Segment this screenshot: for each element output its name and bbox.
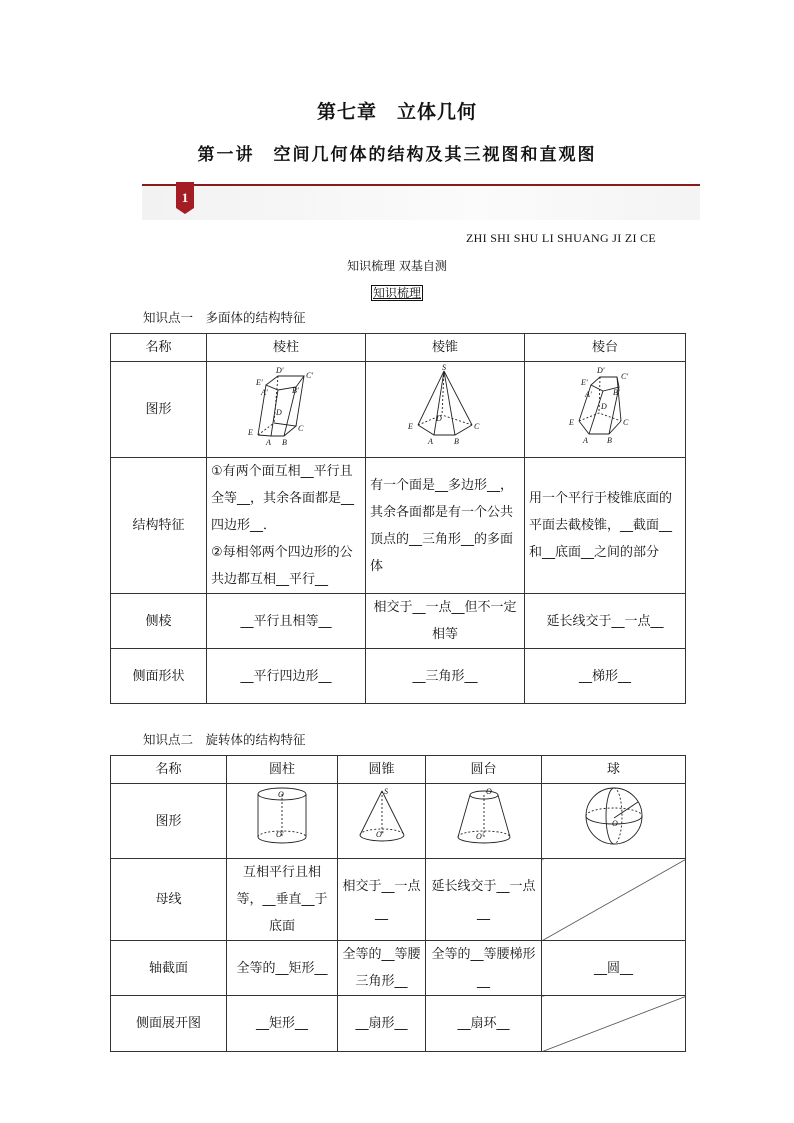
pyramid-structure: 有一个面是__多边形__，其余各面都是有一个公共顶点的__三角形__的多面体 [366, 458, 525, 594]
row-structure-label: 结构特征 [111, 458, 207, 594]
svg-text:E: E [408, 421, 413, 431]
section-number-badge [176, 182, 194, 214]
section-number: 1 [181, 190, 189, 205]
row-lateral-face-label: 侧面形状 [111, 649, 207, 704]
pyramid-diagram [400, 363, 490, 447]
row-figure-label: 图形 [111, 784, 227, 859]
svg-text:D': D' [597, 365, 605, 375]
polyhedron-table [110, 333, 686, 704]
sphere-unfold-empty [542, 996, 686, 1052]
svg-text:B': B' [613, 387, 620, 397]
frustum-diagram [565, 363, 645, 447]
sphere-generatrix-empty [542, 859, 686, 941]
row-figure-label: 图形 [111, 362, 207, 458]
sphere-diagram [582, 784, 646, 848]
col-prism: 棱柱 [207, 334, 366, 362]
section-banner [142, 184, 700, 220]
col-pyramid: 棱锥 [366, 334, 525, 362]
frustum-axial: 全等的__等腰梯形__ [426, 941, 542, 996]
svg-text:S: S [442, 362, 446, 372]
prism-lateral-edge: __平行且相等__ [207, 594, 366, 649]
frustum-figure [525, 362, 686, 458]
svg-text:O': O' [375, 830, 383, 839]
cylinder-generatrix: 互相平行且相等，__垂直__于底面 [227, 859, 338, 941]
frustum-lateral-edge: 延长线交于__一点__ [525, 594, 686, 649]
kp2-heading: 知识点二 旋转体的结构特征 [143, 732, 306, 747]
svg-text:S: S [383, 787, 388, 796]
svg-text:C': C' [306, 370, 314, 380]
prism-figure [207, 362, 366, 458]
svg-text:B: B [454, 436, 459, 446]
svg-text:A': A' [261, 387, 268, 397]
col-cylinder: 圆柱 [227, 756, 338, 784]
sphere-figure [542, 784, 686, 859]
section-pinyin: ZHI SHI SHU LI SHUANG JI ZI CE [466, 231, 656, 245]
svg-text:D: D [436, 413, 442, 423]
cylinder-figure [227, 784, 338, 859]
svg-text:A: A [583, 435, 588, 445]
row-axial-section-label: 轴截面 [111, 941, 227, 996]
svg-text:O: O [278, 790, 284, 799]
lecture-title: 第一讲 空间几何体的结构及其三视图和直观图 [197, 145, 597, 165]
col-sphere: 球 [542, 756, 686, 784]
svg-text:B: B [607, 435, 612, 445]
prism-lateral-face: __平行四边形__ [207, 649, 366, 704]
svg-text:D': D' [276, 365, 284, 375]
svg-text:E: E [569, 417, 574, 427]
svg-text:D: D [276, 407, 282, 417]
prism-diagram [246, 363, 326, 447]
kp1-heading: 知识点一 多面体的结构特征 [143, 310, 306, 325]
banner-divider [142, 184, 700, 186]
cylinder-diagram [252, 785, 312, 847]
frustum-structure: 用一个平行于棱锥底面的平面去截棱锥，__截面__和__底面__之间的部分 [525, 458, 686, 594]
chapter-title: 第七章 立体几何 [316, 101, 477, 123]
frustum-lateral-face: __梯形__ [525, 649, 686, 704]
cone-figure [338, 784, 426, 859]
frustum-cone-figure [426, 784, 542, 859]
prism-structure [207, 458, 366, 594]
frustum-unfold: __扇环__ [426, 996, 542, 1052]
frustum-generatrix: 延长线交于__一点__ [426, 859, 542, 941]
svg-text:O': O' [276, 830, 284, 839]
svg-text:A': A' [585, 389, 592, 399]
svg-text:C: C [298, 423, 304, 433]
svg-text:O: O [611, 819, 618, 828]
svg-text:C: C [623, 417, 629, 427]
cone-axial: 全等的__等腰三角形__ [338, 941, 426, 996]
svg-text:C': C' [621, 371, 629, 381]
row-generatrix-label: 母线 [111, 859, 227, 941]
row-lateral-edge-label: 侧棱 [111, 594, 207, 649]
col-frustum-cone: 圆台 [426, 756, 542, 784]
svg-text:O: O [485, 787, 492, 796]
svg-text:E': E' [581, 377, 588, 387]
prism-structure-1: ①有两个面互相__平行且全等__，其余各面都是__四边形__． [211, 464, 355, 533]
col-name: 名称 [111, 756, 227, 784]
cylinder-axial: 全等的__矩形__ [227, 941, 338, 996]
svg-text:A: A [428, 436, 433, 446]
svg-text:C: C [474, 421, 480, 431]
svg-text:O': O' [475, 832, 483, 841]
pyramid-lateral-edge: 相交于__一点__但不一定相等 [366, 594, 525, 649]
sphere-axial: __圆__ [542, 941, 686, 996]
svg-text:B': B' [292, 385, 299, 395]
pyramid-lateral-face: __三角形__ [366, 649, 525, 704]
svg-text:E': E' [256, 377, 263, 387]
cylinder-unfold: __矩形__ [227, 996, 338, 1052]
pyramid-figure [366, 362, 525, 458]
col-frustum: 棱台 [525, 334, 686, 362]
col-cone: 圆锥 [338, 756, 426, 784]
svg-text:B: B [282, 437, 287, 447]
cone-unfold: __扇形__ [338, 996, 426, 1052]
svg-text:A: A [266, 437, 271, 447]
cone-generatrix: 相交于__一点__ [338, 859, 426, 941]
svg-text:E: E [248, 427, 253, 437]
section-title: 知识梳理 双基自测 [347, 259, 447, 273]
svg-text:D: D [601, 401, 607, 411]
subsection-title: 知识梳理 [372, 286, 421, 300]
prism-structure-2: ②每相邻两个四边形的公共边都互相__平行__ [211, 545, 353, 587]
solid-of-revolution-table [110, 755, 686, 1052]
row-unfold-label: 侧面展开图 [111, 996, 227, 1052]
cone-diagram [354, 785, 410, 847]
col-name: 名称 [111, 334, 207, 362]
frustum-cone-diagram [452, 785, 516, 847]
